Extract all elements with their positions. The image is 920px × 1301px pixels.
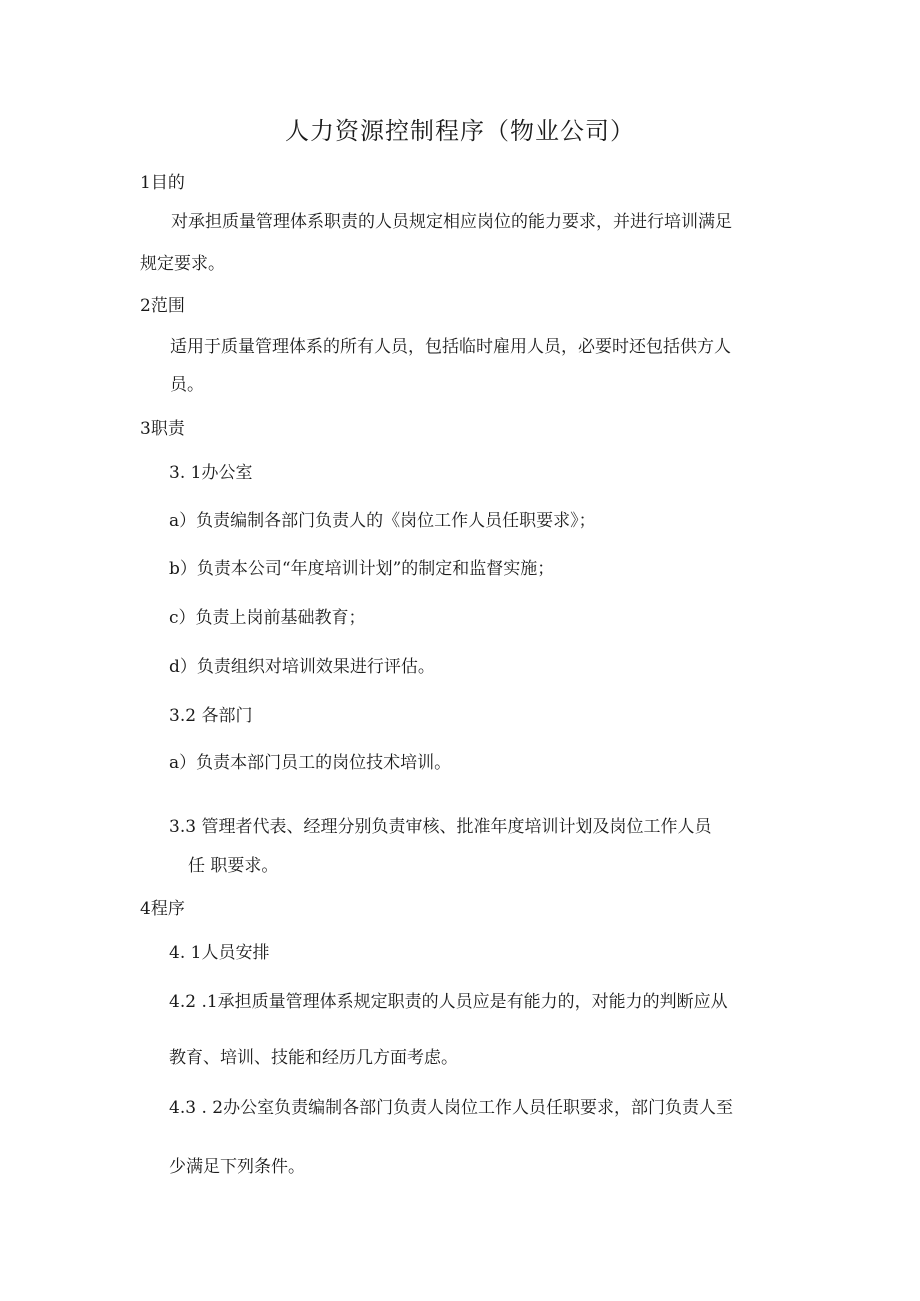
section-3-1-heading: 3. 1办公室 (169, 463, 253, 483)
section-1-paragraph-line-1: 对承担质量管理体系职责的人员规定相应岗位的能力要求，并进行培训满足 (171, 212, 732, 232)
list-item: b）负责本公司“年度培训计划”的制定和监督实施； (169, 559, 555, 579)
document-title: 人力资源控制程序（物业公司） (285, 117, 635, 145)
section-2-paragraph-line-2: 员。 (170, 375, 204, 395)
section-2-heading: 2范围 (140, 296, 185, 316)
section-4-1-heading: 4. 1人员安排 (169, 943, 270, 963)
section-3-heading: 3职责 (140, 419, 185, 439)
section-4-heading: 4程序 (140, 899, 185, 919)
section-4-3-line-1: 4.3 . 2办公室负责编制各部门负责人岗位工作人员任职要求，部门负责人至 (169, 1098, 734, 1118)
section-4-3-line-2: 少满足下列条件。 (169, 1157, 305, 1177)
list-item: d）负责组织对培训效果进行评估。 (169, 657, 435, 677)
section-2-paragraph-line-1: 适用于质量管理体系的所有人员，包括临时雇用人员，必要时还包括供方人 (170, 337, 731, 357)
section-4-2-line-1: 4.2 .1承担质量管理体系规定职责的人员应是有能力的，对能力的判断应从 (169, 992, 728, 1012)
list-item: c）负责上岗前基础教育； (169, 608, 366, 628)
section-1-paragraph-line-2: 规定要求。 (140, 254, 225, 274)
list-item: a）负责本部门员工的岗位技术培训。 (169, 753, 452, 773)
section-3-3-line-2: 任 职要求。 (188, 856, 279, 876)
section-3-3-line-1: 3.3 管理者代表、经理分别负责审核、批准年度培训计划及岗位工作人员 (169, 817, 712, 837)
list-item: a）负责编制各部门负责人的《岗位工作人员任职要求》； (169, 511, 596, 531)
section-4-2-line-2: 教育、培训、技能和经历几方面考虑。 (169, 1048, 458, 1068)
section-1-heading: 1目的 (140, 173, 185, 193)
section-3-2-heading: 3.2 各部门 (169, 706, 253, 726)
